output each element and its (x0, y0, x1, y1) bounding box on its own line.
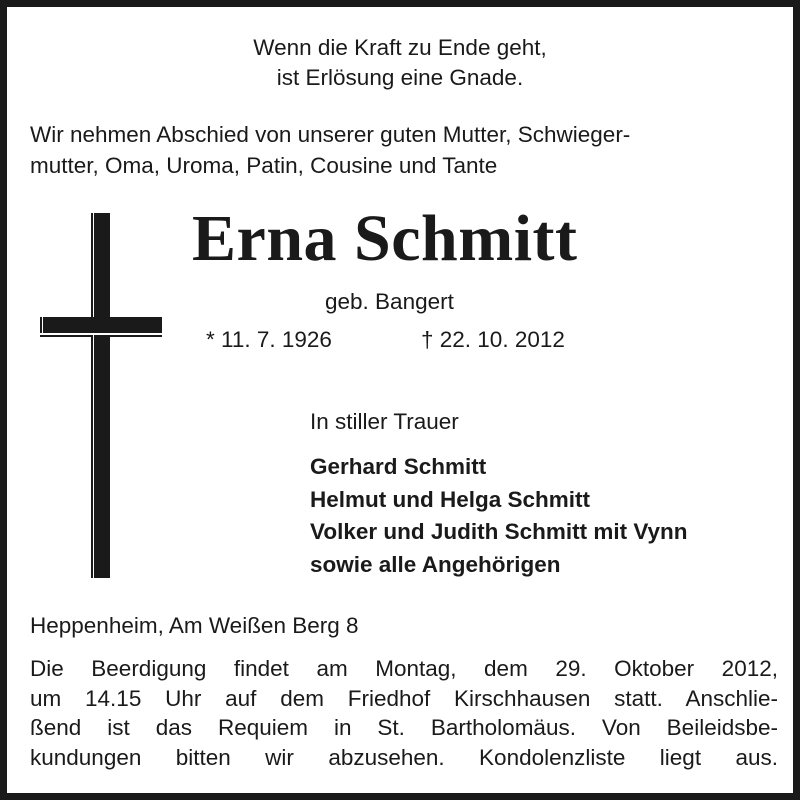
birth-date: * 11. 7. 1926 (206, 327, 332, 352)
funeral-line: ßend ist das Requiem in St. Bartholomäus. Von Beileidsbe- (30, 715, 778, 740)
mourner-name: Volker und Judith Schmitt mit Vynn (310, 519, 688, 544)
funeral-line: um 14.15 Uhr auf dem Friedhof Kirschhausen statt. Anschlie- (30, 685, 778, 711)
funeral-line: Die Beerdigung findet am Montag, dem 29. Oktober 2012, (30, 656, 778, 681)
intro-line: mutter, Oma, Uroma, Patin, Cousine und Tante (30, 153, 498, 178)
intro-text (30, 119, 630, 181)
funeral-line: kundungen bitten wir abzusehen. Kondolenzliste liegt aus. (30, 744, 778, 770)
death-date: † 22. 10. 2012 (421, 327, 565, 352)
motto (7, 33, 793, 93)
maiden-name: geb. Bangert (325, 289, 454, 314)
address: Heppenheim, Am Weißen Berg 8 (30, 613, 359, 638)
mourner-name: Helmut und Helga Schmitt (310, 486, 591, 512)
mourner-name: sowie alle Angehörigen (310, 551, 561, 577)
latin-cross-icon (40, 213, 162, 578)
mourner-name: Gerhard Schmitt (310, 454, 487, 479)
motto-line: Wenn die Kraft zu Ende geht, (253, 35, 547, 60)
funeral-details (30, 654, 778, 772)
mourners-list (310, 451, 688, 581)
deceased-name: Erna Schmitt (192, 202, 578, 275)
intro-line: Wir nehmen Abschied von unserer guten Mutter, Schwieger- (30, 122, 631, 147)
motto-line: ist Erlösung eine Gnade. (276, 65, 524, 90)
mourning-label: In stiller Trauer (310, 409, 459, 434)
